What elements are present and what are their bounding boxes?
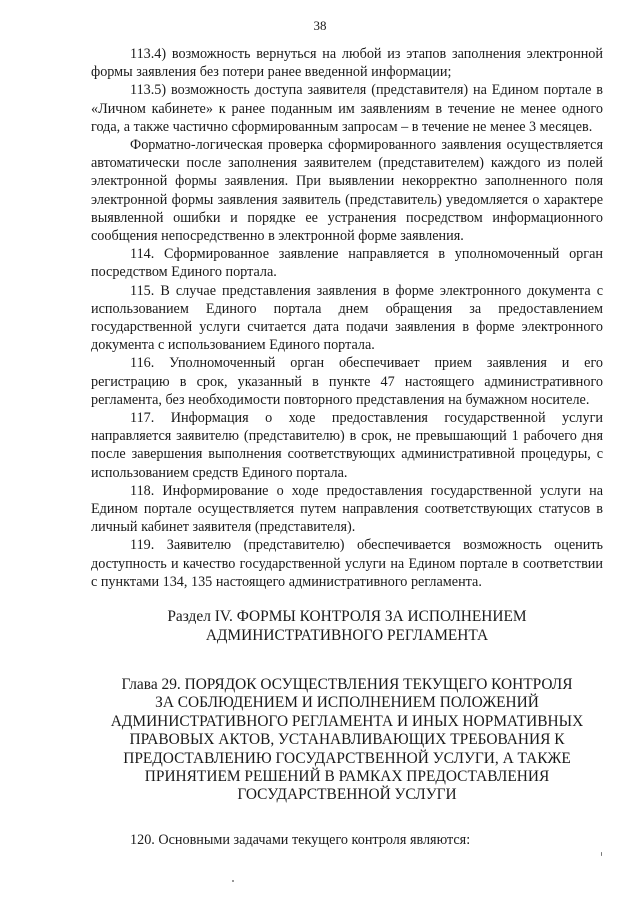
chapter-heading-line: ПРИНЯТИЕМ РЕШЕНИЙ В РАМКАХ ПРЕДОСТАВЛЕНИЯ — [144, 767, 550, 785]
section-heading-line: АДМИНИСТРАТИВНОГО РЕГЛАМЕНТА — [205, 626, 489, 644]
section-heading-line: Раздел IV. ФОРМЫ КОНТРОЛЯ ЗА ИСПОЛНЕНИЕМ — [167, 608, 527, 626]
chapter-heading — [91, 676, 603, 805]
paragraph-117: 117. Информация о ходе предоставления государственной услуги направляется заявителю (представителю) в срок, не превышающий 1 рабочего дня после завершения выполнения соответствующих административной процедуры, с использованием средств Единого портала. — [91, 410, 603, 481]
document-body — [91, 45, 603, 849]
chapter-heading-line: Глава 29. ПОРЯДОК ОСУЩЕСТВЛЕНИЯ ТЕКУЩЕГО КОНТРОЛЯ — [121, 675, 573, 693]
paragraph-120: 120. Основными задачами текущего контроля являются: — [130, 831, 471, 848]
section-heading — [91, 608, 603, 645]
chapter-heading-line: ПРАВОВЫХ АКТОВ, УСТАНАВЛИВАЮЩИХ ТРЕБОВАНИЯ К — [129, 731, 565, 749]
chapter-heading-line: АДМИНИСТРАТИВНОГО РЕГЛАМЕНТА И ИНЫХ НОРМАТИВНЫХ — [110, 712, 584, 730]
paragraph-119: 119. Заявителю (представителю) обеспечивается возможность оценить доступность и качество государственной услуги на Едином портале в соответствии с пунктами 134, 135 настоящего административного регламента. — [91, 537, 603, 590]
scan-speck — [232, 880, 234, 882]
paragraph-113-5: 113.5) возможность доступа заявителя (представителя) на Едином портале в «Личном кабинете» к ранее поданным им заявлениям в течение не менее одного года, а также частично сформированным запросам – в течение не менее 3 месяцев. — [91, 82, 603, 135]
paragraph-format-check: Форматно-логическая проверка сформированного заявления осуществляется автоматически после заполнения заявителем (представителем) каждого из полей электронной формы заявления. При выявлении некорректно заполненного поля электронной формы заявления заявитель (представитель) уведомляется о характере выявленной ошибки и порядке ее устранения посредством информационного сообщения непосредственно в электронной форме заявления. — [91, 137, 603, 245]
scan-speck — [601, 852, 602, 856]
paragraph-115: 115. В случае представления заявления в форме электронного документа с использованием Единого портала днем обращения за предоставлением государственной услуги считается дата подачи заявления в форме электронного документа с использованием Единого портала. — [91, 282, 603, 354]
paragraph-114: 114. Сформированное заявление направляется в уполномоченный орган посредством Единого портала. — [91, 246, 603, 281]
chapter-heading-line: ГОСУДАРСТВЕННОЙ УСЛУГИ — [237, 786, 457, 804]
page-number: 38 — [313, 18, 327, 33]
paragraph-116: 116. Уполномоченный орган обеспечивает прием заявления и его регистрацию в срок, указанный в пункте 47 настоящего административного регламента, без необходимости повторного представления на бумажном носителе. — [91, 355, 603, 408]
paragraph-118: 118. Информирование о ходе предоставления государственной услуги на Едином портале осуществляется путем направления соответствующих статусов в личный кабинет заявителя (представителя). — [91, 482, 603, 536]
chapter-heading-line: ПРЕДОСТАВЛЕНИЮ ГОСУДАРСТВЕННОЙ УСЛУГИ, А ТАКЖЕ — [123, 749, 571, 767]
paragraph-113-4: 113.4) возможность вернуться на любой из этапов заполнения электронной формы заявления без потери ранее введенной информации; — [91, 46, 603, 81]
chapter-heading-line: ЗА СОБЛЮДЕНИЕМ И ИСПОЛНЕНИЕМ ПОЛОЖЕНИЙ — [155, 694, 539, 712]
